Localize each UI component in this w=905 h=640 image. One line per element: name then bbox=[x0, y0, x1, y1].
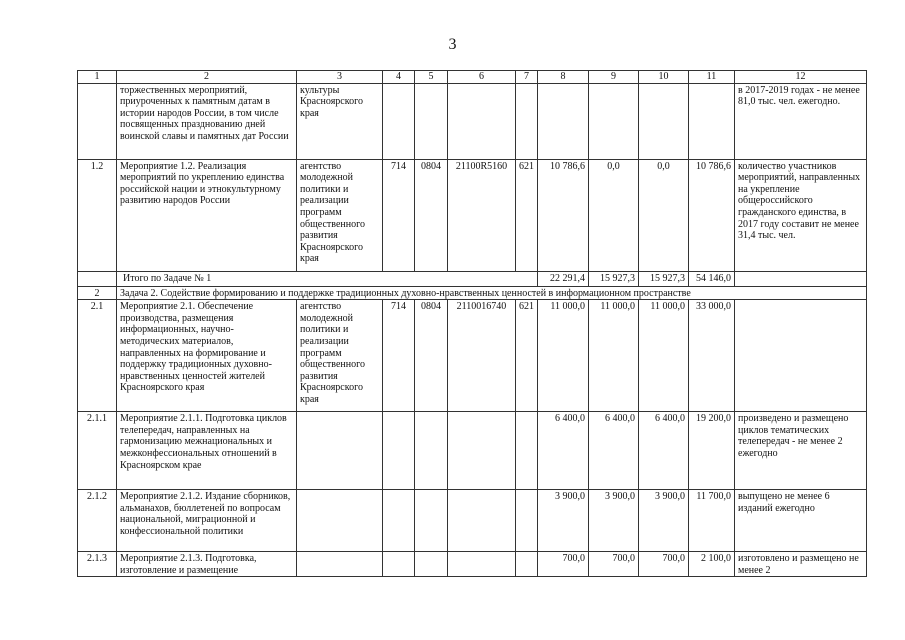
column-number: 1 bbox=[78, 71, 117, 84]
task2-header-row bbox=[78, 286, 867, 300]
vr-code bbox=[516, 552, 538, 577]
responsible-agency bbox=[297, 552, 383, 577]
column-number: 6 bbox=[448, 71, 516, 84]
rzpr-code: 0804 bbox=[415, 300, 448, 412]
expected-result bbox=[735, 300, 867, 412]
activity-name: торжественных мероприятий, приуроченных к памятным датам в истории народов России, в том числе посвященных празднованию дней воинской славы и памятных дат России bbox=[117, 83, 297, 159]
activity-name: Мероприятие 2.1.1. Подготовка циклов телепередач, направленных на гармонизацию межнациональных и межконфессиональных отношений в Красноярском крае bbox=[117, 412, 297, 490]
activity-name: Мероприятие 2.1.2. Издание сборников, альманахов, бюллетеней по вопросам национальной, миграционной и конфессиональной политики bbox=[117, 490, 297, 552]
vr-code: 621 bbox=[516, 300, 538, 412]
column-number: 12 bbox=[735, 71, 867, 84]
expected-result: произведено и размещено циклов тематических телепередач - не менее 2 ежегодно bbox=[735, 412, 867, 490]
row-id: 2.1 bbox=[78, 300, 117, 412]
total-2018: 15 927,3 bbox=[589, 271, 639, 286]
grbs-code bbox=[383, 490, 415, 552]
responsible-agency: агентство молодежной политики и реализации программ общественного развития Красноярского края bbox=[297, 300, 383, 412]
table-row bbox=[78, 412, 867, 490]
amount-2019: 11 000,0 bbox=[639, 300, 689, 412]
row-id: 2.1.1 bbox=[78, 412, 117, 490]
amount-total: 33 000,0 bbox=[689, 300, 735, 412]
csr-code bbox=[448, 490, 516, 552]
amount-2018: 11 000,0 bbox=[589, 300, 639, 412]
expected-result: количество участников мероприятий, направленных на укрепление общероссийского гражданского единства, в 2017 году составит не менее 31,4 тыс. чел. bbox=[735, 159, 867, 271]
amount-total: 11 700,0 bbox=[689, 490, 735, 552]
expected-result: изготовлено и размещено не менее 2 bbox=[735, 552, 867, 577]
csr-code bbox=[448, 412, 516, 490]
column-number: 3 bbox=[297, 71, 383, 84]
table-row bbox=[78, 490, 867, 552]
column-number: 8 bbox=[538, 71, 589, 84]
page-number: 3 bbox=[448, 36, 457, 53]
grbs-code: 714 bbox=[383, 159, 415, 271]
column-number-row bbox=[78, 71, 867, 84]
amount-2018: 3 900,0 bbox=[589, 490, 639, 552]
responsible-agency bbox=[297, 490, 383, 552]
amount-2018: 6 400,0 bbox=[589, 412, 639, 490]
amount-2017: 10 786,6 bbox=[538, 159, 589, 271]
column-number: 2 bbox=[117, 71, 297, 84]
amount-2019: 0,0 bbox=[639, 159, 689, 271]
column-number: 4 bbox=[383, 71, 415, 84]
table-row bbox=[78, 300, 867, 412]
vr-code bbox=[516, 412, 538, 490]
amount-total: 10 786,6 bbox=[689, 159, 735, 271]
grbs-code bbox=[383, 412, 415, 490]
vr-code bbox=[516, 490, 538, 552]
amount-2017: 3 900,0 bbox=[538, 490, 589, 552]
row-id: 2.1.3 bbox=[78, 552, 117, 577]
program-activities-table bbox=[77, 70, 867, 577]
amount-total: 19 200,0 bbox=[689, 412, 735, 490]
amount-2019: 700,0 bbox=[639, 552, 689, 577]
vr-code: 621 bbox=[516, 159, 538, 271]
continued-row bbox=[78, 83, 867, 159]
rzpr-code bbox=[415, 490, 448, 552]
amount-total: 2 100,0 bbox=[689, 552, 735, 577]
grbs-code bbox=[383, 552, 415, 577]
column-number: 10 bbox=[639, 71, 689, 84]
csr-code: 2110016740 bbox=[448, 300, 516, 412]
amount-2017: 700,0 bbox=[538, 552, 589, 577]
row-id: 2.1.2 bbox=[78, 490, 117, 552]
total-2017: 22 291,4 bbox=[538, 271, 589, 286]
rzpr-code: 0804 bbox=[415, 159, 448, 271]
column-number: 9 bbox=[589, 71, 639, 84]
csr-code bbox=[448, 552, 516, 577]
task1-total-row bbox=[78, 271, 867, 286]
row-id: 1.2 bbox=[78, 159, 117, 271]
amount-2017: 11 000,0 bbox=[538, 300, 589, 412]
amount-2018: 0,0 bbox=[589, 159, 639, 271]
amount-2019: 6 400,0 bbox=[639, 412, 689, 490]
column-number: 11 bbox=[689, 71, 735, 84]
table-row bbox=[78, 159, 867, 271]
table-row bbox=[78, 552, 867, 577]
column-number: 7 bbox=[516, 71, 538, 84]
expected-result: выпущено не менее 6 изданий ежегодно bbox=[735, 490, 867, 552]
task-number: 2 bbox=[78, 286, 117, 300]
amount-2018: 700,0 bbox=[589, 552, 639, 577]
amount-2017: 6 400,0 bbox=[538, 412, 589, 490]
rzpr-code bbox=[415, 552, 448, 577]
responsible-agency bbox=[297, 412, 383, 490]
expected-result: в 2017-2019 годах - не менее 81,0 тыс. чел. ежегодно. bbox=[735, 83, 867, 159]
grbs-code: 714 bbox=[383, 300, 415, 412]
csr-code: 21100R5160 bbox=[448, 159, 516, 271]
activity-name: Мероприятие 1.2. Реализация мероприятий по укреплению единства российской нации и этнокультурному развитию народов России bbox=[117, 159, 297, 271]
total-2019: 15 927,3 bbox=[639, 271, 689, 286]
responsible-agency: агентство молодежной политики и реализации программ общественного развития Красноярского края bbox=[297, 159, 383, 271]
task-title: Задача 2. Содействие формированию и поддержке традиционных духовно-нравственных ценностей в информационном пространстве bbox=[117, 286, 867, 300]
activity-name: Мероприятие 2.1.3. Подготовка, изготовление и размещение bbox=[117, 552, 297, 577]
rzpr-code bbox=[415, 412, 448, 490]
amount-2019: 3 900,0 bbox=[639, 490, 689, 552]
total-label: Итого по Задаче № 1 bbox=[117, 271, 538, 286]
total-sum: 54 146,0 bbox=[689, 271, 735, 286]
column-number: 5 bbox=[415, 71, 448, 84]
activity-name: Мероприятие 2.1. Обеспечение производства, размещения информационных, научно-методических материалов, направленных на формирование и поддержку традиционных духовно-нравственных ценностей жителей Красноярского края bbox=[117, 300, 297, 412]
responsible-agency: культуры Красноярского края bbox=[297, 83, 383, 159]
